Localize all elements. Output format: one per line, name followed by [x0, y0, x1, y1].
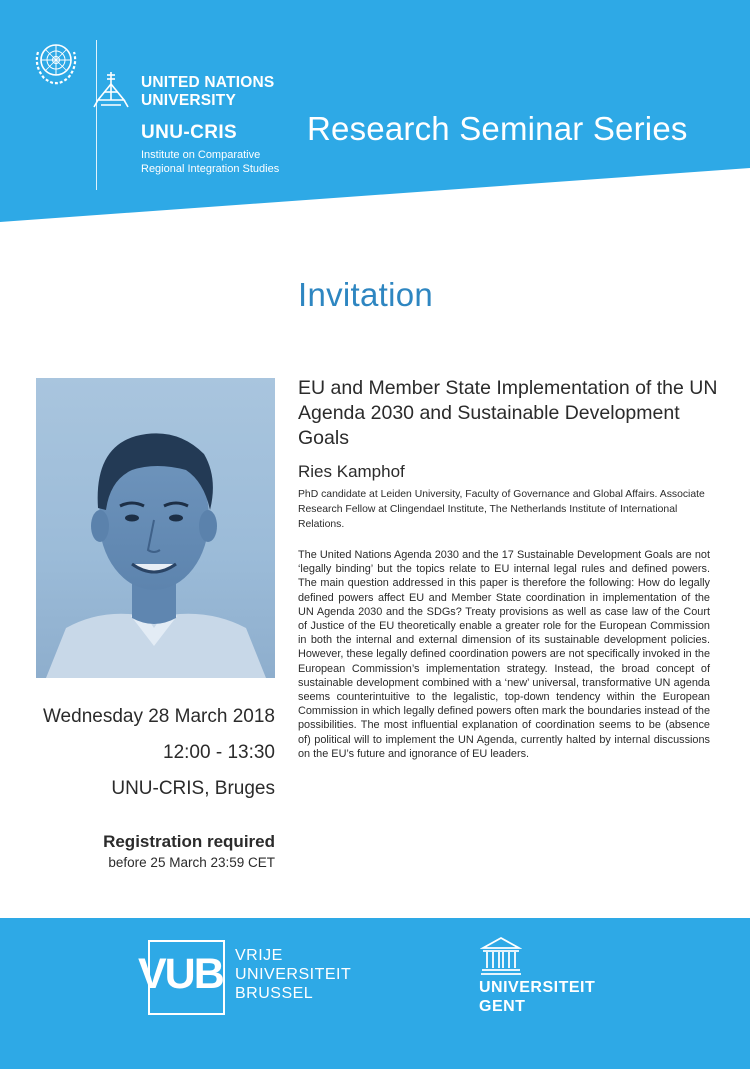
- speaker-portrait: [36, 378, 275, 678]
- registration-deadline: before 25 March 23:59 CET: [108, 855, 275, 870]
- event-date: Wednesday 28 March 2018: [42, 706, 275, 727]
- event-location: UNU-CRIS, Bruges: [111, 778, 275, 799]
- seminar-title: EU and Member State Implementation of the UN Agenda 2030 and Sustainable Development Goals: [298, 377, 718, 449]
- speaker-photo: [36, 378, 275, 678]
- speaker-affiliation: PhD candidate at Leiden University, Faculty of Governance and Global Affairs. Associate Research Fellow at Clingendael Institute, The Netherlands Institute of International Relations.: [298, 489, 705, 530]
- speaker-name: Ries Kamphof: [298, 462, 405, 481]
- ugent-building-icon: [480, 936, 522, 976]
- unu-cris-full-name: Institute on Comparative Regional Integration Studies: [141, 149, 280, 175]
- series-title: Research Seminar Series: [307, 110, 688, 147]
- brand-divider: [96, 40, 97, 190]
- ugent-university-name: UNIVERSITEIT GENT: [479, 979, 596, 1015]
- event-time: 12:00 - 13:30: [163, 742, 275, 763]
- invitation-heading: Invitation: [298, 276, 434, 313]
- vub-university-name: VRIJE UNIVERSITEIT BRUSSEL: [235, 947, 352, 1002]
- seminar-abstract: The United Nations Agenda 2030 and the 17 Sustainable Development Goals are not ‘legally binding’ but the topics relate to EU internal legal rules and defined powers. The main question addressed in this paper is therefore the following: How do legally defined powers affect EU and Member State coordination in implementation of the UN Agenda 2030 and the SDGs? Treaty provisions as well as case law of the Court of Justice of the EU theoretically enable a greater role for the European Commission in both the internal and external dimension of its sustainable development policies. However, these legally defined coordination powers are not specifically invoked in the European Commission’s implementation strategy. Instead, the broad concept of sustainable development combined with a ‘new’ universal, transformative UN agenda seems counterintuitive to the legalistic, top-down tendency within the European Commission in which legally defined powers often mark the boundaries instead of the possibilities. The most influential explanation of coordination seems to be (absence of) political will to implement the UN Agenda, currently halted by internal discussions on the EU’s future and ignorance of EU leaders.: [298, 549, 710, 760]
- unu-logo-icon: [92, 70, 130, 110]
- unu-cris-label: UNU-CRIS: [141, 122, 238, 143]
- registration-notice: Registration required: [103, 832, 275, 851]
- vub-logo-letters: VUB: [138, 950, 223, 998]
- un-emblem-icon: [30, 36, 82, 88]
- un-university-name: UNITED NATIONS UNIVERSITY: [141, 74, 275, 109]
- footer-banner: [0, 918, 750, 1069]
